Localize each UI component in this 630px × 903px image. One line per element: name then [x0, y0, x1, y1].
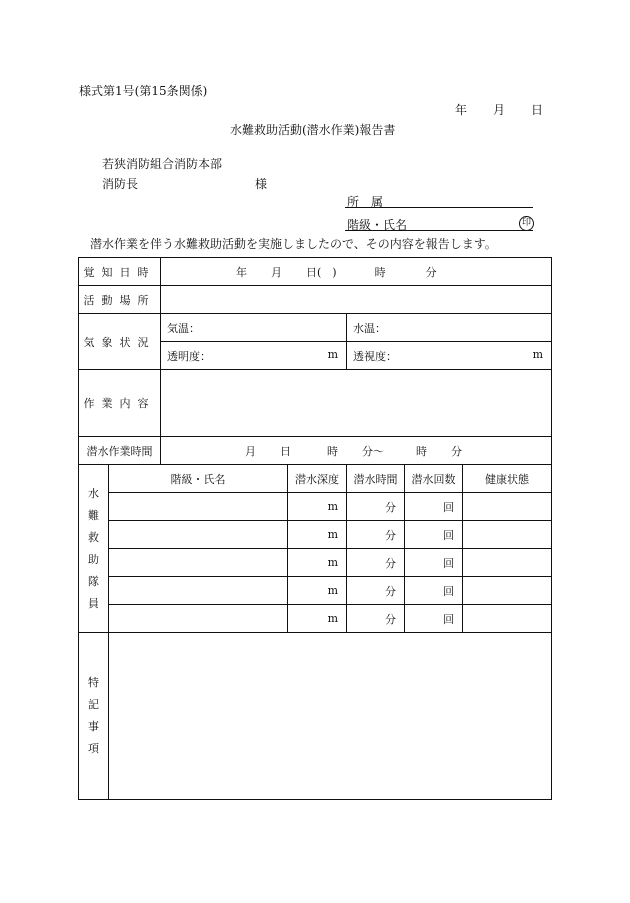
- detect-year: 年: [236, 265, 247, 279]
- weather-label: 気象状況: [79, 314, 161, 370]
- rank-name-line: [345, 230, 533, 231]
- member-health[interactable]: [463, 577, 552, 605]
- detect-time-value[interactable]: [161, 258, 552, 286]
- member-count[interactable]: 回: [405, 577, 463, 605]
- work-value[interactable]: [161, 370, 552, 437]
- transparency-unit: m: [327, 347, 338, 361]
- detect-time-label: 覚知日時: [79, 258, 161, 286]
- detect-day: 日( ): [306, 265, 337, 279]
- member-depth[interactable]: m: [288, 521, 347, 549]
- header-depth: 潜水深度: [288, 465, 347, 493]
- header-count: 潜水回数: [405, 465, 463, 493]
- detect-time-row: [79, 258, 552, 286]
- member-time[interactable]: 分: [347, 605, 405, 633]
- member-time[interactable]: 分: [347, 493, 405, 521]
- detect-month: 月: [271, 265, 282, 279]
- member-count[interactable]: 回: [405, 549, 463, 577]
- addressee-honorific: 様: [255, 177, 268, 191]
- team-row: [79, 521, 552, 549]
- water-temp-field[interactable]: [347, 314, 552, 342]
- member-depth[interactable]: m: [288, 577, 347, 605]
- dive-minute2: 分: [451, 444, 462, 458]
- team-row: [79, 549, 552, 577]
- dive-hour2: 時: [416, 444, 427, 458]
- dive-month: 月: [245, 444, 256, 458]
- date-day: 日: [531, 103, 544, 117]
- member-depth[interactable]: m: [288, 549, 347, 577]
- header-rank-name: 階級・氏名: [109, 465, 288, 493]
- team-row: [79, 493, 552, 521]
- place-label: 活動場所: [79, 286, 161, 314]
- rank-name-label: 階級・氏名: [347, 218, 408, 232]
- air-temp-label: 気温：: [167, 321, 200, 335]
- place-row: [79, 286, 552, 314]
- addressee-chief: 消防長: [102, 177, 139, 191]
- member-health[interactable]: [463, 549, 552, 577]
- weather-row-1: [79, 314, 552, 342]
- member-depth[interactable]: m: [288, 493, 347, 521]
- intro-text: 潜水作業を伴う水難救助活動を実施しましたので、その内容を報告します。: [90, 237, 497, 251]
- addressee-org: 若狭消防組合消防本部: [102, 157, 223, 171]
- air-temp-field[interactable]: [161, 314, 347, 342]
- member-name[interactable]: [109, 549, 288, 577]
- visibility-field[interactable]: [347, 342, 552, 370]
- member-count[interactable]: 回: [405, 521, 463, 549]
- team-header-row: [79, 465, 552, 493]
- notes-value[interactable]: [109, 633, 552, 800]
- dive-day: 日: [280, 444, 291, 458]
- affiliation-line: [345, 207, 533, 208]
- detect-hour: 時: [374, 265, 386, 279]
- member-name[interactable]: [109, 493, 288, 521]
- form-number: 様式第1号(第15条関係): [79, 84, 208, 98]
- notes-label: 特 記 事 項: [79, 633, 109, 800]
- member-time[interactable]: 分: [347, 549, 405, 577]
- member-health[interactable]: [463, 605, 552, 633]
- member-time[interactable]: 分: [347, 521, 405, 549]
- transparency-label: 透明度：: [167, 349, 211, 363]
- date-month: 月: [493, 103, 506, 117]
- date-line: [455, 101, 543, 118]
- transparency-field[interactable]: [161, 342, 347, 370]
- team-label: 水 難 救 助 隊 員: [79, 465, 109, 633]
- date-year: 年: [455, 103, 468, 117]
- detect-minute: 分: [425, 265, 437, 279]
- member-health[interactable]: [463, 493, 552, 521]
- dive-time-label: 潜水作業時間: [79, 437, 161, 465]
- dive-time-value[interactable]: [161, 437, 552, 465]
- member-name[interactable]: [109, 605, 288, 633]
- team-row: [79, 577, 552, 605]
- work-label: 作業内容: [79, 370, 161, 437]
- page-title: 水難救助活動(潜水作業)報告書: [230, 123, 396, 137]
- member-time[interactable]: 分: [347, 577, 405, 605]
- member-depth[interactable]: m: [288, 605, 347, 633]
- dive-hour: 時: [327, 444, 338, 458]
- member-health[interactable]: [463, 521, 552, 549]
- member-name[interactable]: [109, 577, 288, 605]
- header-health: 健康状態: [463, 465, 552, 493]
- visibility-label: 透視度：: [353, 349, 397, 363]
- affiliation-label: 所 属: [347, 195, 384, 209]
- team-row: [79, 605, 552, 633]
- place-value[interactable]: [161, 286, 552, 314]
- header-time: 潜水時間: [347, 465, 405, 493]
- member-count[interactable]: 回: [405, 605, 463, 633]
- dive-time-row: [79, 437, 552, 465]
- work-row: [79, 370, 552, 437]
- report-table: [78, 257, 552, 800]
- water-temp-label: 水温：: [353, 321, 386, 335]
- seal-mark: 印: [519, 216, 534, 231]
- visibility-unit: m: [532, 347, 544, 361]
- dive-minute: 分〜: [362, 444, 384, 458]
- member-count[interactable]: 回: [405, 493, 463, 521]
- member-name[interactable]: [109, 521, 288, 549]
- notes-row: [79, 633, 552, 800]
